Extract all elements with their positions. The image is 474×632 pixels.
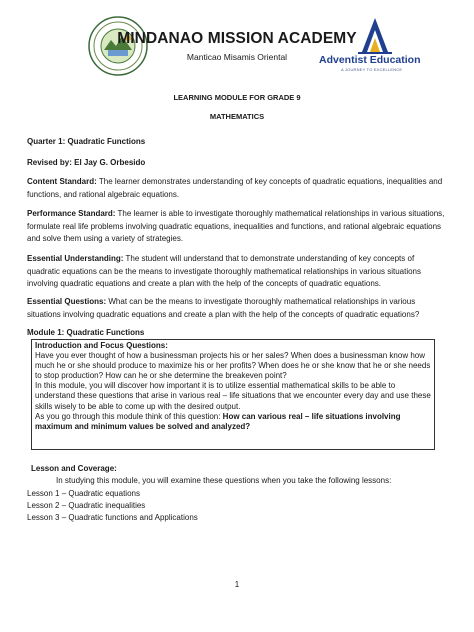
lesson-coverage-intro: In studying this module, you will examine these questions when you take the following lessons: xyxy=(56,476,392,485)
lesson-coverage-heading: Lesson and Coverage: xyxy=(31,464,117,473)
subject-title: MATHEMATICS xyxy=(209,112,265,121)
intro-focus-question: How can various real – life situations involving maximum and minimum values be solved and analyzed? xyxy=(35,411,401,431)
performance-standard-label: Performance Standard: xyxy=(27,209,116,218)
content-standard-label: Content Standard: xyxy=(27,177,97,186)
content-standard-text: The learner demonstrates understanding of key concepts of quadratic equations, inequalities and functions, and rational algebraic equations. xyxy=(27,177,443,199)
intro-heading: Introduction and Focus Questions: xyxy=(35,341,168,350)
lesson-item: Lesson 2 – Quadratic inequalities xyxy=(27,501,146,510)
revised-by-line: Revised by: El Jay G. Orbesido xyxy=(27,158,146,167)
module-heading: Module 1: Quadratic Functions xyxy=(27,328,145,337)
content-standard xyxy=(27,176,445,201)
introduction-box xyxy=(31,339,435,450)
performance-standard xyxy=(27,208,445,246)
essential-understanding xyxy=(27,253,445,291)
intro-paragraph-3 xyxy=(35,412,431,432)
lesson-item: Lesson 3 – Quadratic functions and Applications xyxy=(27,513,198,522)
school-location: Manticao Misamis Oriental xyxy=(186,52,288,62)
essential-questions-label: Essential Questions: xyxy=(27,297,107,306)
quarter-line: Quarter 1: Quadratic Functions xyxy=(27,137,146,146)
intro-paragraph-3-text: As you go through this module think of this question: xyxy=(35,411,223,421)
performance-standard-text: The learner is able to investigate thoroughly mathematical relationships in various situations, formulate real life problems involving quadratic equations, inequalities and functions, and rational algebraic equations and solve them using a variety of strategies. xyxy=(27,209,445,244)
essential-understanding-label: Essential Understanding: xyxy=(27,254,124,263)
essential-questions xyxy=(27,296,445,321)
module-title: LEARNING MODULE FOR GRADE 9 xyxy=(173,93,301,102)
intro-paragraph-1: Have you ever thought of how a businessman projects his or her sales? When does a businessman know how much he or she should produce to maximize his or her profits? When does he or she know that he or she needs to stop production? How can he or she determine the breakeven point? xyxy=(35,351,431,381)
lesson-item: Lesson 1 – Quadratic equations xyxy=(27,489,140,498)
adventist-brand-text: Adventist Education xyxy=(319,54,421,66)
school-name: MINDANAO MISSION ACADEMY xyxy=(117,30,357,47)
adventist-tagline: A JOURNEY TO EXCELLENCE xyxy=(341,67,403,72)
essential-understanding-text: The student will understand that to demonstrate understanding of key concepts of quadratic equations can be the means to investigate thoroughly mathematical relationships in various situations involving quadratic equations and create a plan with the help of the concepts of quadratic equations. xyxy=(27,254,422,289)
intro-paragraph-2: In this module, you will discover how important it is to utilize essential mathematical skills to be able to understand these questions that arise in various real – life situations that we encounter every day and use these skills wisely to be able to come up with the desired output. xyxy=(35,381,431,411)
essential-questions-text: What can be the means to investigate thoroughly mathematical relationships in various situations involving quadratic equations and create a plan with the help of the concepts of quadratic equations? xyxy=(27,297,420,319)
page-number: 1 xyxy=(234,580,240,589)
